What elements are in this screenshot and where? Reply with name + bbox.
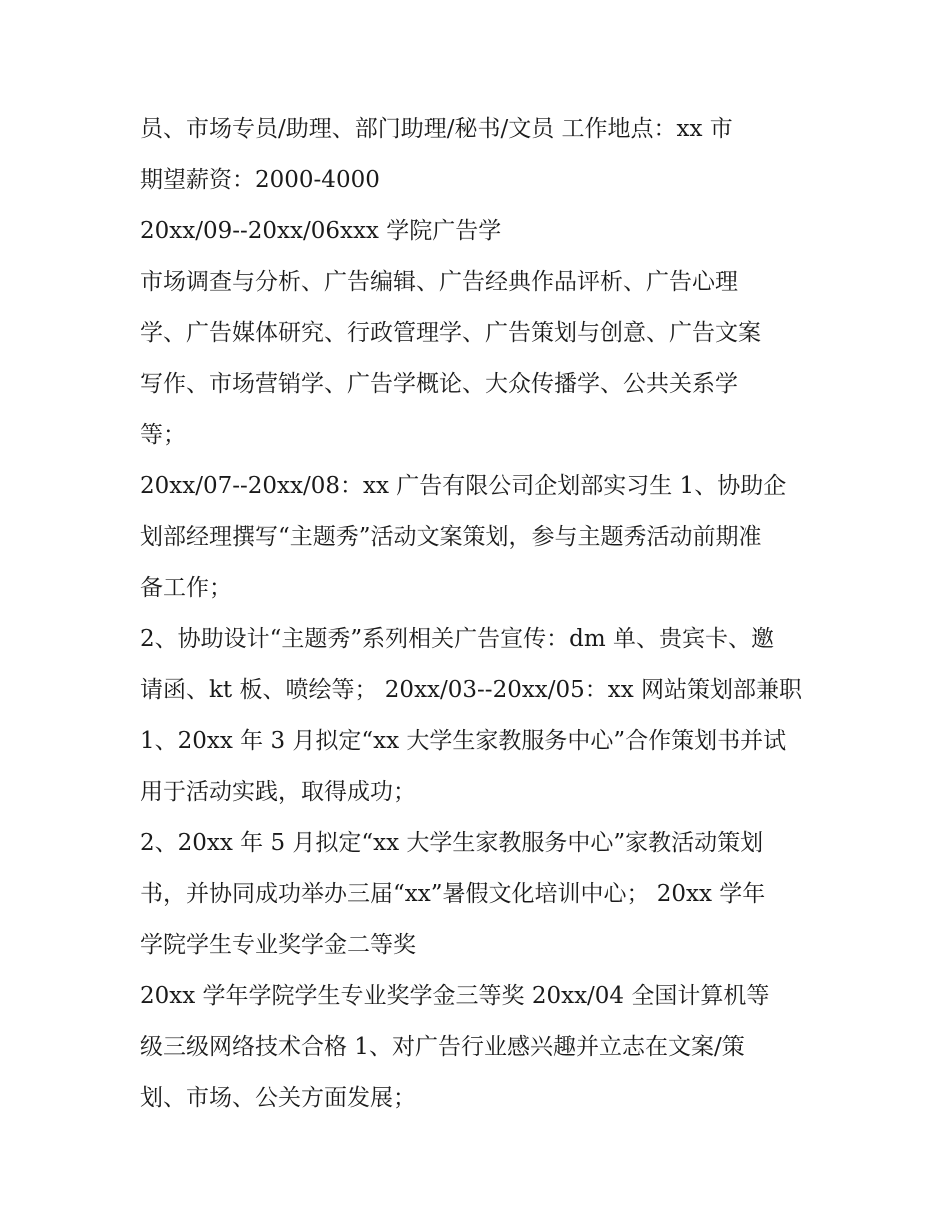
text-line: 市场调查与分析、广告编辑、广告经典作品评析、广告心理 [140, 269, 738, 295]
text-line: 等； [140, 422, 186, 448]
text-line: 20xx 学年学院学生专业奖学金三等奖 20xx/04 全国计算机等 [140, 983, 770, 1009]
text-line: 请函、kt 板、喷绘等； 20xx/03--20xx/05：xx 网站策划部兼职 [140, 677, 803, 703]
text-line: 20xx/09--20xx/06xxx 学院广告学 [140, 218, 502, 244]
text-line: 期望薪资：2000-4000 [140, 167, 380, 193]
text-line: 20xx/07--20xx/08：xx 广告有限公司企划部实习生 1、协助企 [140, 473, 787, 499]
text-line: 2、20xx 年 5 月拟定“xx 大学生家教服务中心”家教活动策划 [140, 830, 764, 856]
text-line: 学院学生专业奖学金二等奖 [140, 932, 416, 958]
text-line: 写作、市场营销学、广告学概论、大众传播学、公共关系学 [140, 371, 738, 397]
text-line: 划、市场、公关方面发展； [140, 1085, 416, 1111]
text-line: 员、市场专员/助理、部门助理/秘书/文员 工作地点：xx 市 [140, 116, 733, 142]
text-line: 1、20xx 年 3 月拟定“xx 大学生家教服务中心”合作策划书并试 [140, 728, 787, 754]
text-line: 学、广告媒体研究、行政管理学、广告策划与创意、广告文案 [140, 320, 761, 346]
text-line: 划部经理撰写“主题秀”活动文案策划，参与主题秀活动前期准 [140, 524, 762, 550]
text-line: 书，并协同成功举办三届“xx”暑假文化培训中心； 20xx 学年 [140, 881, 766, 907]
text-line: 用于活动实践，取得成功； [140, 779, 416, 805]
document-body [140, 104, 820, 1124]
text-line: 2、协助设计“主题秀”系列相关广告宣传：dm 单、贵宾卡、邀 [140, 626, 774, 652]
text-line: 级三级网络技术合格 1、对广告行业感兴趣并立志在文案/策 [140, 1034, 745, 1060]
text-line: 备工作； [140, 575, 232, 601]
